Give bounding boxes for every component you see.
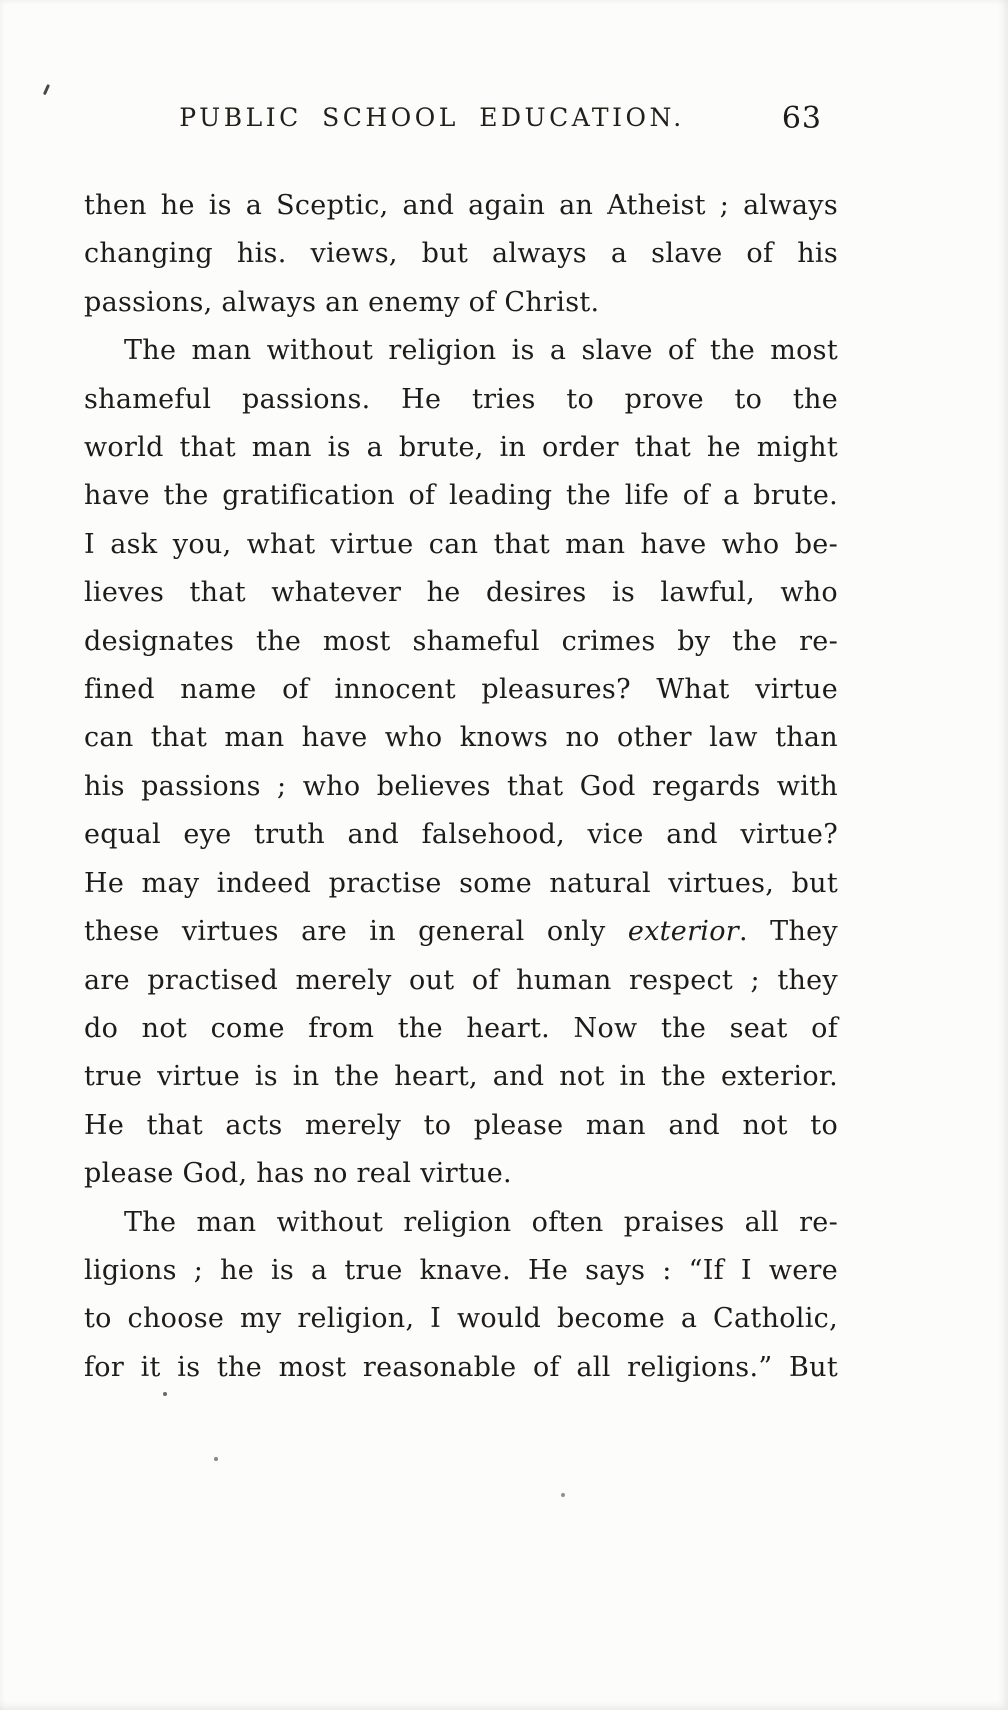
text-line: for it is the most reasonable of all religions.” But bbox=[84, 1351, 838, 1383]
running-head-title: PUBLIC SCHOOL EDUCATION. bbox=[179, 103, 685, 132]
text-line: designates the most shameful crimes by the re- bbox=[84, 625, 838, 657]
ink-mark bbox=[43, 84, 50, 95]
page-number: 63 bbox=[781, 101, 822, 136]
text-line: changing his. views, but always a slave of his bbox=[84, 238, 838, 270]
text-line: equal eye truth and falsehood, vice and virtue? bbox=[84, 819, 838, 851]
text-line: He that acts merely to please man and not to bbox=[84, 1109, 838, 1141]
text-line: these virtues are in general only exterior. They bbox=[84, 916, 838, 948]
text-line: He may indeed practise some natural virtues, but bbox=[84, 867, 838, 899]
page-body bbox=[84, 182, 838, 1392]
text-line: do not come from the heart. Now the seat of bbox=[84, 1012, 838, 1044]
ink-mark bbox=[561, 1493, 565, 1497]
page-header bbox=[84, 103, 840, 143]
text-line: The man without religion often praises all re- bbox=[124, 1206, 838, 1238]
text-line: world that man is a brute, in order that he might bbox=[84, 432, 838, 464]
text-line: please God, has no real virtue. bbox=[84, 1158, 512, 1190]
text-line: his passions ; who believes that God regards with bbox=[84, 770, 838, 802]
ink-mark bbox=[163, 1392, 167, 1396]
text-line: ligions ; he is a true knave. He says : “If I were bbox=[84, 1254, 838, 1286]
ink-mark bbox=[214, 1457, 218, 1461]
text-line: then he is a Sceptic, and again an Atheist ; always bbox=[84, 190, 838, 221]
text-line: can that man have who knows no other law than bbox=[84, 722, 838, 754]
text-line: have the gratification of leading the life of a brute. bbox=[84, 480, 838, 512]
text-line: The man without religion is a slave of the most bbox=[124, 335, 838, 367]
text-line: fined name of innocent pleasures? What virtue bbox=[84, 674, 838, 706]
text-line: true virtue is in the heart, and not in the exterior. bbox=[84, 1061, 838, 1093]
text-line: shameful passions. He tries to prove to the bbox=[84, 383, 838, 415]
text-line: lieves that whatever he desires is lawful, who bbox=[84, 577, 838, 609]
text-line: I ask you, what virtue can that man have who be- bbox=[84, 528, 838, 560]
text-line: are practised merely out of human respect ; they bbox=[84, 964, 838, 996]
text-line: to choose my religion, I would become a Catholic, bbox=[84, 1303, 838, 1335]
text-line: passions, always an enemy of Christ. bbox=[84, 286, 600, 318]
